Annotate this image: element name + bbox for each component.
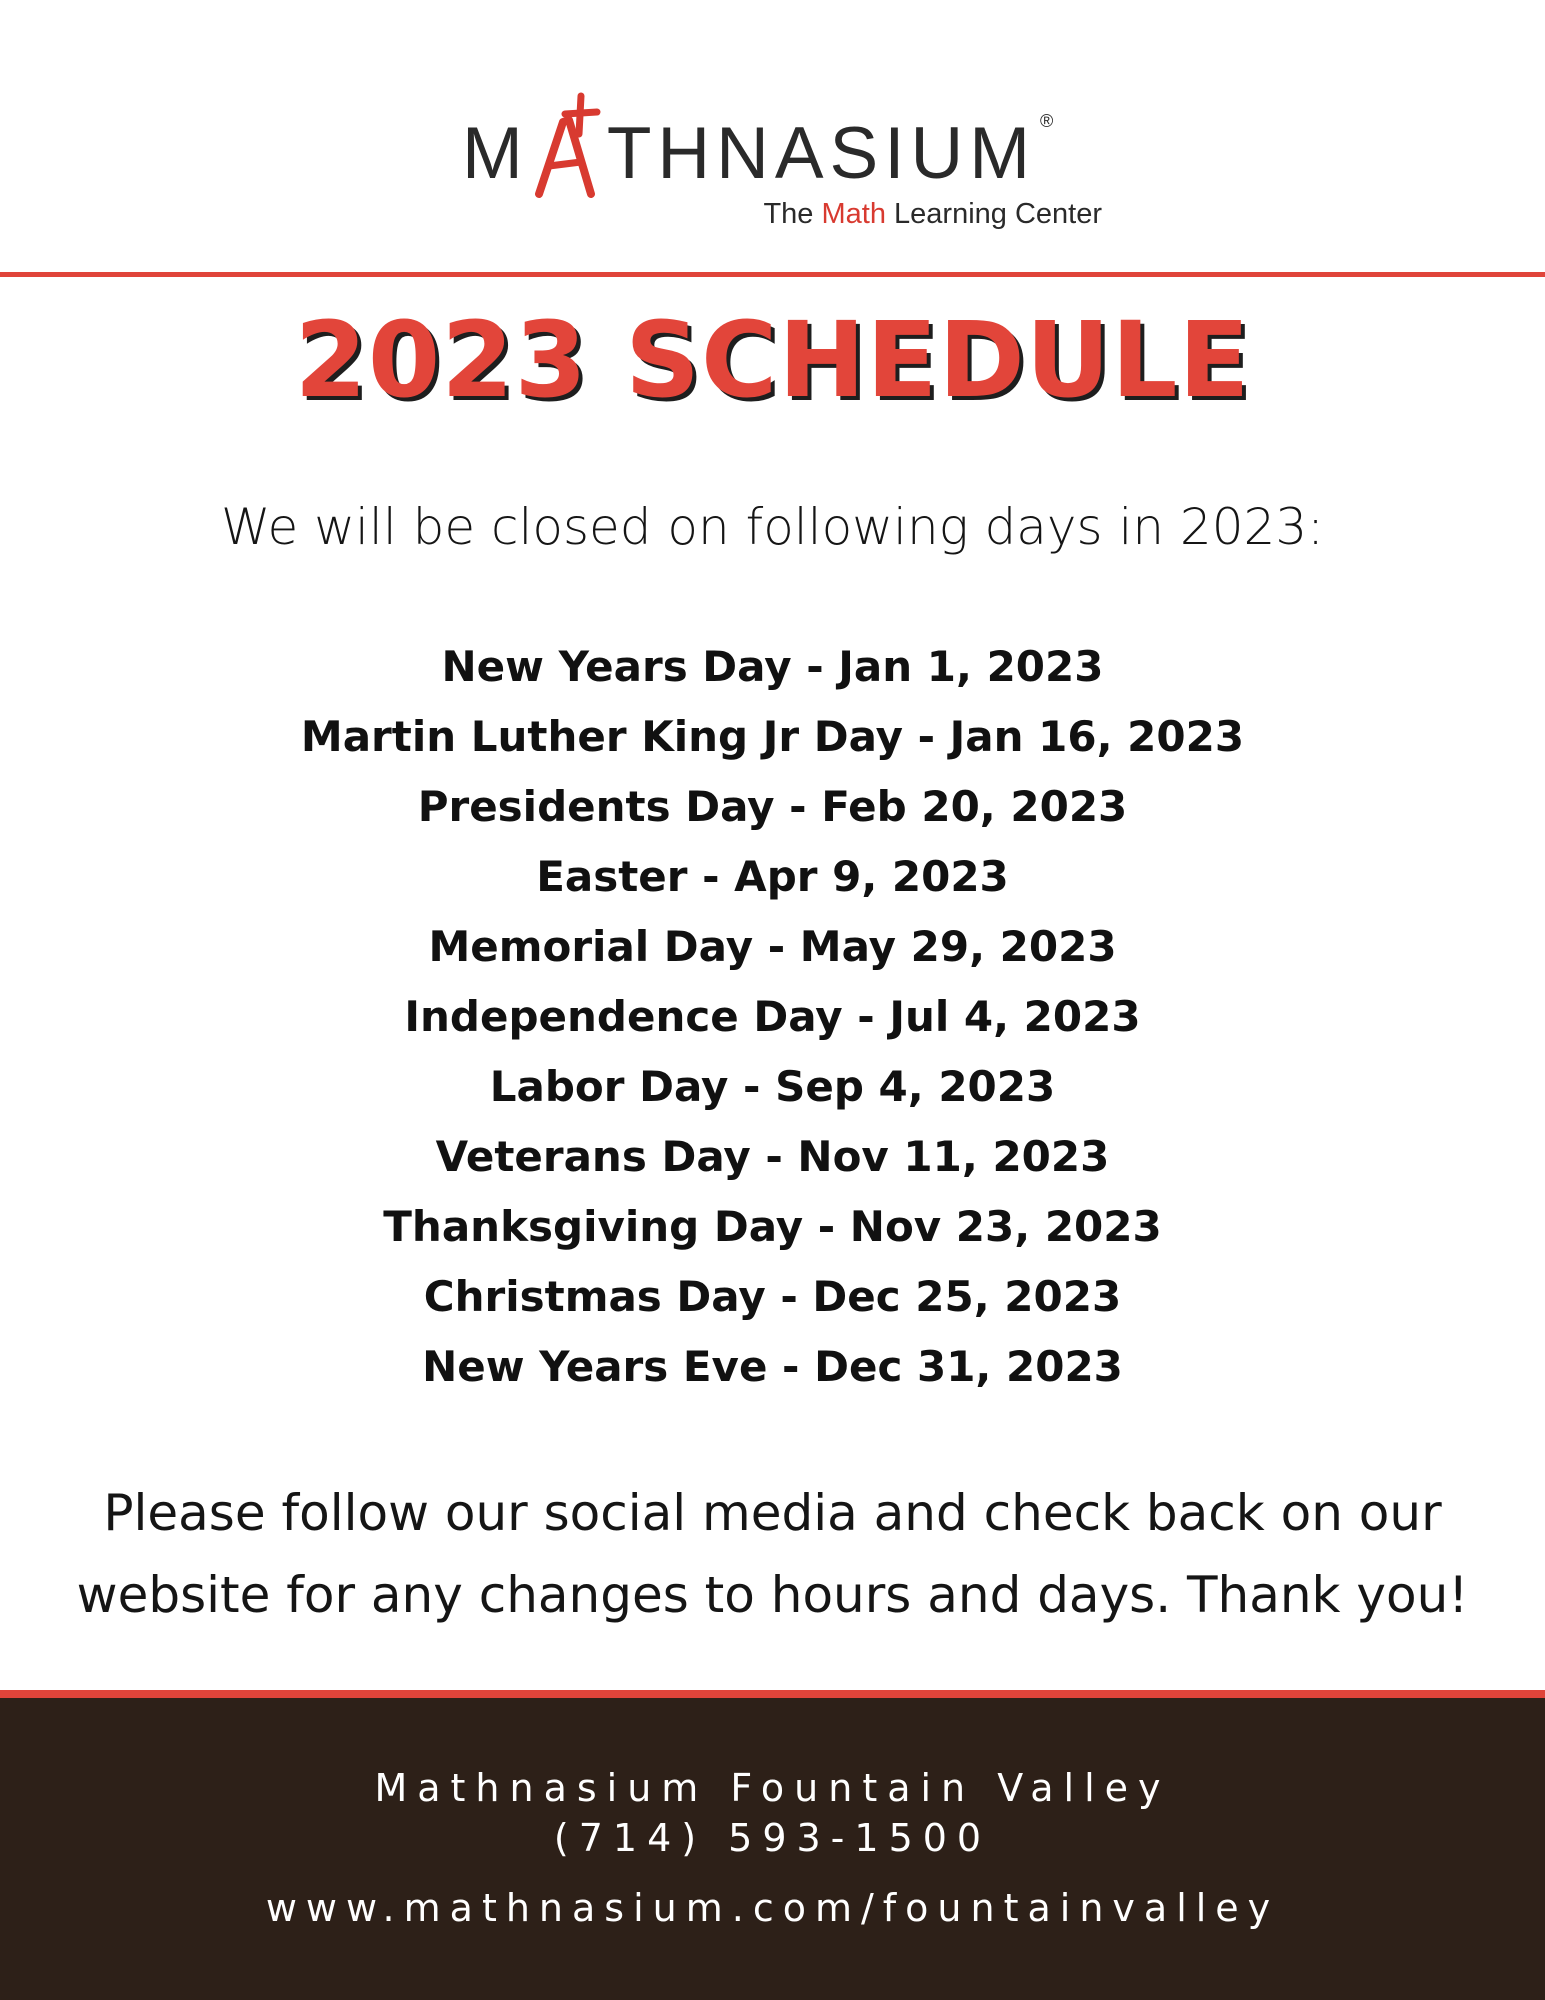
logo-red-a-plus-icon bbox=[533, 110, 603, 190]
closing-note-line-2: website for any changes to hours and days. Thank you! bbox=[76, 1566, 1469, 1624]
logo-tagline bbox=[763, 198, 1102, 231]
holiday-item: New Years Day - Jan 1, 2023 bbox=[441, 642, 1104, 691]
logo-word-suffix: THNASIUM bbox=[606, 113, 1037, 194]
registered-mark: ® bbox=[1040, 111, 1054, 131]
holiday-item: Martin Luther King Jr Day - Jan 16, 2023 bbox=[300, 712, 1245, 761]
intro-text: We will be closed on following days in 2023: bbox=[220, 498, 1325, 556]
footer-website-link[interactable]: www.mathnasium.com/fountainvalley bbox=[265, 1886, 1280, 1930]
holiday-item: Thanksgiving Day - Nov 23, 2023 bbox=[383, 1202, 1162, 1251]
top-divider bbox=[0, 272, 1545, 277]
logo-word-prefix: M bbox=[462, 113, 529, 194]
holiday-item: Christmas Day - Dec 25, 2023 bbox=[423, 1272, 1122, 1321]
footer bbox=[0, 1690, 1545, 2000]
tagline-accent: Math bbox=[821, 198, 886, 230]
footer-phone: (714) 593-1500 bbox=[553, 1816, 992, 1860]
holiday-item: Presidents Day - Feb 20, 2023 bbox=[417, 782, 1128, 831]
holiday-item: Easter - Apr 9, 2023 bbox=[536, 852, 1009, 901]
logo-wordmark bbox=[462, 110, 1054, 194]
holiday-item: New Years Eve - Dec 31, 2023 bbox=[422, 1342, 1123, 1391]
closing-note-line-1: Please follow our social media and check back on our bbox=[103, 1484, 1442, 1542]
page-title: 2023 SCHEDULE bbox=[294, 299, 1251, 421]
tagline-suffix: Learning Center bbox=[885, 198, 1102, 230]
holiday-item: Memorial Day - May 29, 2023 bbox=[428, 922, 1117, 971]
holiday-item: Veterans Day - Nov 11, 2023 bbox=[435, 1132, 1110, 1181]
footer-org-name: Mathnasium Fountain Valley bbox=[374, 1766, 1171, 1810]
holiday-item: Independence Day - Jul 4, 2023 bbox=[404, 992, 1141, 1041]
holiday-item: Labor Day - Sep 4, 2023 bbox=[489, 1062, 1056, 1111]
holiday-list bbox=[0, 632, 1545, 1402]
closing-note bbox=[0, 1472, 1545, 1636]
mathnasium-logo bbox=[462, 90, 1102, 240]
tagline-prefix: The bbox=[763, 198, 822, 230]
